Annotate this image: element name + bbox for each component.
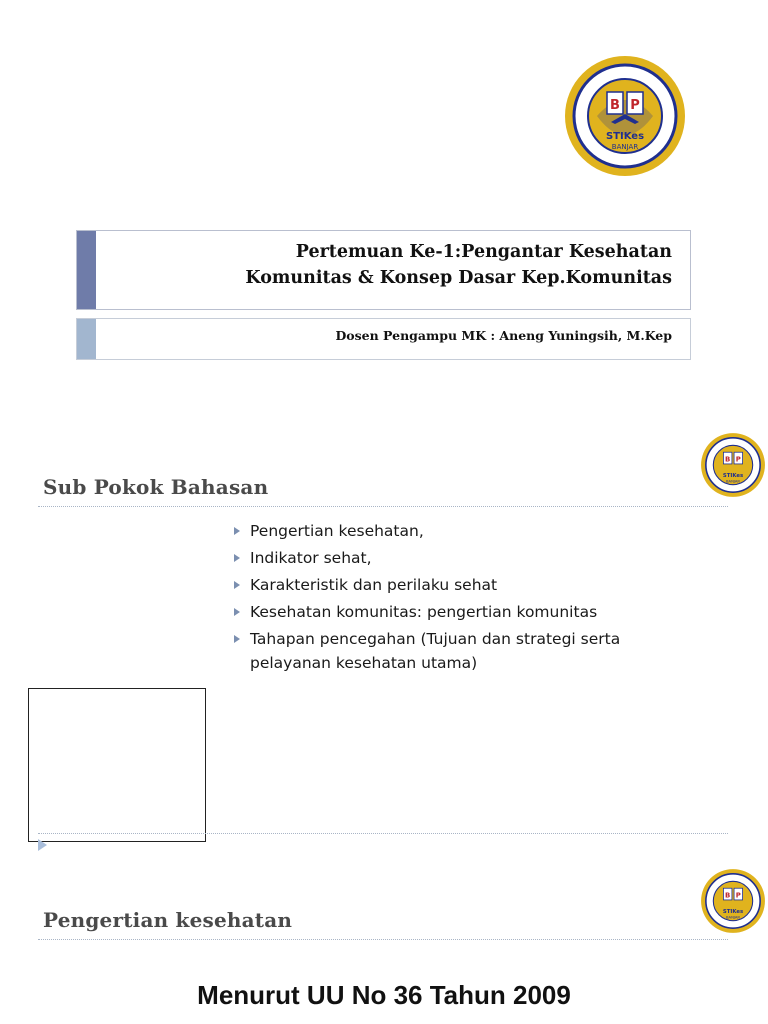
heading-divider-2 bbox=[38, 939, 728, 940]
stikes-logo-small bbox=[700, 432, 766, 498]
svg-text:STIKes: STIKes bbox=[722, 909, 744, 916]
svg-text:STIKes: STIKes bbox=[605, 131, 645, 142]
slide-title bbox=[245, 239, 672, 291]
svg-text:BANJAR: BANJAR bbox=[611, 143, 639, 151]
svg-text:STIKes: STIKes bbox=[722, 473, 744, 480]
list-item: Karakteristik dan perilaku sehat bbox=[232, 573, 652, 597]
title-accent-bar bbox=[77, 231, 96, 309]
title-line-2: Komunitas & Konsep Dasar Kep.Komunitas bbox=[245, 268, 672, 288]
bullet-arrow-icon bbox=[234, 608, 240, 616]
list-item: Indikator sehat, bbox=[232, 546, 652, 570]
topic-list bbox=[232, 519, 652, 678]
footer-divider bbox=[38, 833, 728, 834]
list-item: Pengertian kesehatan, bbox=[232, 519, 652, 543]
stikes-seal-icon bbox=[563, 54, 687, 178]
subtitle-box bbox=[76, 318, 691, 360]
svg-text:P: P bbox=[735, 891, 741, 900]
svg-text:BANJAR: BANJAR bbox=[725, 915, 741, 920]
list-item: Kesehatan komunitas: pengertian komunitas bbox=[232, 600, 652, 624]
heading-divider bbox=[38, 506, 728, 507]
title-line-1: Pertemuan Ke-1:Pengantar Kesehatan bbox=[295, 242, 672, 262]
list-item: Tahapan pencegahan (Tujuan dan strategi serta pelayanan kesehatan utama) bbox=[232, 627, 652, 675]
svg-text:P: P bbox=[735, 455, 741, 464]
bullet-arrow-icon bbox=[234, 635, 240, 643]
section-heading-pengertian: Pengertian kesehatan bbox=[43, 908, 293, 932]
subtitle-accent-bar bbox=[77, 319, 96, 359]
title-box bbox=[76, 230, 691, 310]
section-heading-sub-pokok: Sub Pokok Bahasan bbox=[43, 475, 269, 499]
stikes-seal-icon bbox=[700, 432, 766, 498]
law-reference-heading: Menurut UU No 36 Tahun 2009 bbox=[197, 980, 571, 1010]
bullet-arrow-icon bbox=[234, 581, 240, 589]
stikes-seal-icon bbox=[700, 868, 766, 934]
lecturer-name: Dosen Pengampu MK : Aneng Yuningsih, M.Kep bbox=[335, 328, 672, 343]
stikes-logo-small-2 bbox=[700, 868, 766, 934]
stikes-logo-large bbox=[563, 54, 687, 178]
svg-text:B: B bbox=[725, 891, 731, 900]
svg-text:P: P bbox=[630, 98, 640, 113]
svg-text:B: B bbox=[725, 455, 731, 464]
bullet-arrow-icon bbox=[234, 527, 240, 535]
svg-text:BANJAR: BANJAR bbox=[725, 479, 741, 484]
footer-arrow-icon bbox=[38, 839, 47, 851]
empty-image-frame bbox=[28, 688, 206, 842]
bullet-arrow-icon bbox=[234, 554, 240, 562]
svg-text:B: B bbox=[610, 98, 620, 113]
